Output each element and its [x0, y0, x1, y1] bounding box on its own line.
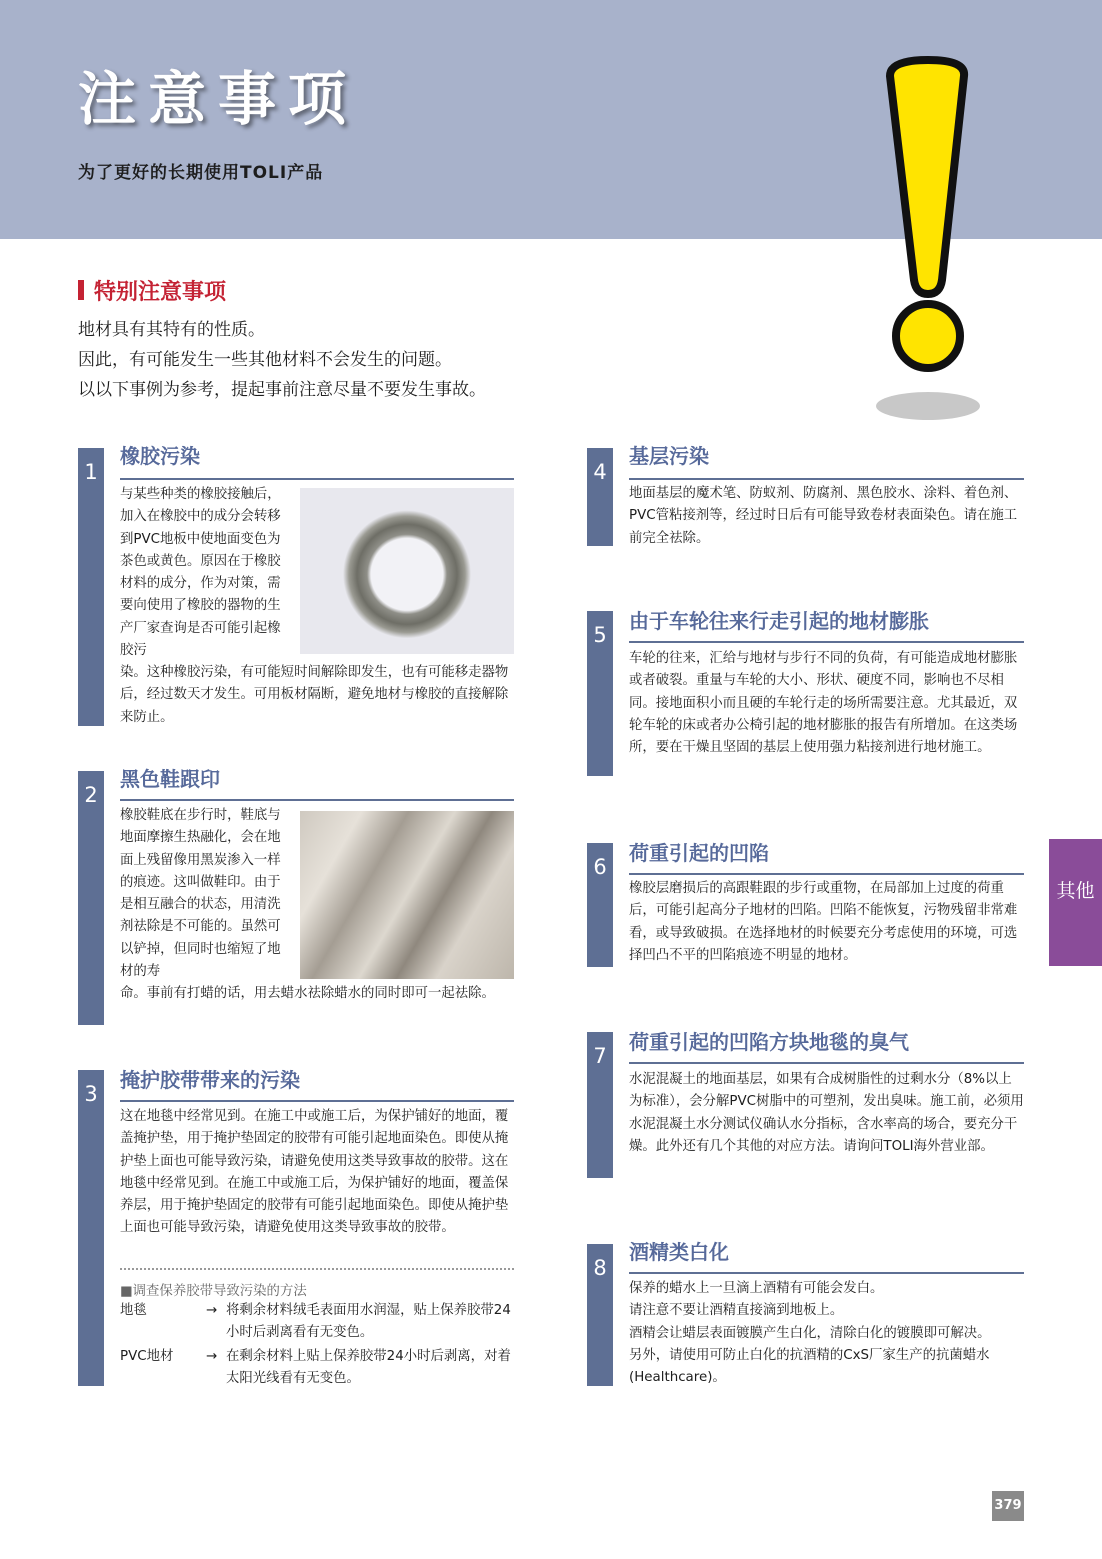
- item-text: 橡胶层磨损后的高跟鞋跟的步行或重物，在局部加上过度的荷重后，可能引起高分子地材的凹陷。凹陷不能恢复，污物残留非常难看，或导致破损。在选择地材的时候要充分考虑使用的环境，可选择凹凸不平的凹陷痕迹不明显的地材。: [629, 881, 1018, 963]
- arrow-icon: →: [206, 1349, 218, 1364]
- item-text: 橡胶鞋底在步行时，鞋底与地面摩擦生热融化，会在地面上残留像用黑炭渗入一样的痕迹。这叫做鞋印。由于是相互融合的状态，用清洗剂祛除是不可能的。虽然可以铲掉，但同时也缩短了地材的寿: [120, 808, 281, 980]
- item-number: 3: [78, 1070, 104, 1386]
- arrow-icon: →: [206, 1303, 218, 1318]
- item-text: 命。事前有打蜡的话，用去蜡水祛除蜡水的同时即可一起祛除。: [120, 986, 495, 1001]
- section-bar: [78, 280, 84, 300]
- exclamation-icon: [870, 48, 990, 428]
- item-divider: [629, 873, 1024, 875]
- item-title: 掩护胶带带来的污染: [120, 1068, 300, 1092]
- item-title: 橡胶污染: [120, 444, 200, 468]
- method-label: 地毯: [120, 1303, 147, 1318]
- page-title: 注意事项: [78, 65, 359, 133]
- item-masking-tape-stain: [78, 1064, 514, 1386]
- side-tab-other[interactable]: 其他: [1049, 839, 1102, 966]
- item-divider: [120, 1100, 514, 1102]
- item-number: 8: [587, 1244, 613, 1386]
- item-divider: [629, 1272, 1024, 1274]
- method-title: ■调查保养胶带导致污染的方法: [120, 1284, 307, 1299]
- method-row: [120, 1346, 514, 1392]
- item-divider: [120, 478, 514, 480]
- rubber-stain-photo: [300, 488, 514, 654]
- item-wheel-swelling: [587, 605, 1024, 776]
- item-load-dent: [587, 837, 1024, 967]
- section-title: 特别注意事项: [94, 280, 227, 305]
- item-text: 车轮的往来，汇给与地材与步行不同的负荷，有可能造成地材膨胀或者破裂。重量与车轮的大小、形状、硬度不同，影响也不尽相同。接地面积小而且硬的车轮行走的场所需要注意。尤其最近，双轮车轮的床或者办公椅引起的地材膨胀的报告有所增加。在这类场所，要在干燥且坚固的基层上使用强力粘接剂进行地材施工。: [629, 651, 1018, 756]
- dotted-divider: [120, 1268, 514, 1270]
- item-text: 与某些种类的橡胶接触后，加入在橡胶中的成分会转移到PVC地板中使地面变色为茶色或黄色。原因在于橡胶材料的成分，作为对策，需要向使用了橡胶的器物的生产厂家查询是否可能引起橡胶污: [120, 487, 281, 659]
- item-number: 1: [78, 448, 104, 726]
- item-number: 6: [587, 843, 613, 967]
- item-title: 酒精类白化: [629, 1240, 729, 1264]
- heel-mark-photo: [300, 811, 514, 979]
- item-title: 由于车轮往来行走引起的地材膨胀: [629, 609, 929, 633]
- item-alcohol-whitening: [587, 1236, 1024, 1386]
- method-text: 在剩余材料上贴上保养胶带24小时后剥离，对着太阳光线看有无变色。: [226, 1349, 511, 1387]
- item-title: 基层污染: [629, 444, 709, 468]
- item-text: 染。这种橡胶污染，有可能短时间解除即发生，也有可能移走器物后，经过数天才发生。可用板材隔断，避免地材与橡胶的直接解除来防止。: [120, 665, 509, 725]
- method-row: [120, 1300, 514, 1346]
- item-text: 这在地毯中经常见到。在施工中或施工后，为保护铺好的地面，覆盖掩护垫，用于掩护垫固定的胶带有可能引起地面染色。即使从掩护垫上面也可能导致污染，请避免使用这类导致事故的胶带。这在地毯中经常见到。在施工中或施工后，为保护铺好的地面，覆盖保养层，用于掩护垫固定的胶带有可能引起地面染色。即使从掩护垫上面也可能导致污染，请避免使用这类导致事故的胶带。: [120, 1109, 509, 1236]
- item-title: 黑色鞋跟印: [120, 767, 220, 791]
- page-number: 379: [992, 1491, 1024, 1521]
- item-divider: [629, 1062, 1024, 1064]
- item-number: 7: [587, 1032, 613, 1178]
- item-title: 荷重引起的凹陷方块地毯的臭气: [629, 1030, 909, 1054]
- item-divider: [120, 799, 514, 801]
- item-text: 地面基层的魔术笔、防蚁剂、防腐剂、黑色胶水、涂料、着色剂、PVC管粘接剂等，经过时日后有可能导致卷材表面染色。请在施工前完全祛除。: [629, 486, 1018, 546]
- text-line: 请注意不要让酒精直接滴到地板上。: [629, 1303, 844, 1319]
- intro-line: 以以下事例为参考，提起事前注意尽量不要发生事故。: [78, 380, 486, 400]
- item-rubber-stain: [78, 440, 514, 726]
- intro-line: 地材具有其特有的性质。: [78, 320, 265, 340]
- item-divider: [629, 641, 1024, 643]
- method-text: 将剩余材料绒毛表面用水润湿，贴上保养胶带24小时后剥离看有无变色。: [226, 1303, 511, 1341]
- text-line: 保养的蜡水上一旦滴上酒精有可能会发白。: [629, 1281, 884, 1296]
- intro-text: [78, 315, 638, 405]
- page-subtitle: 为了更好的长期使用TOLI产品: [78, 163, 324, 183]
- item-number: 5: [587, 611, 613, 776]
- item-title: 荷重引起的凹陷: [629, 841, 769, 865]
- intro-line: 因此，有可能发生一些其他材料不会发生的问题。: [78, 350, 452, 370]
- item-text: [629, 1278, 1024, 1389]
- item-divider: [629, 478, 1024, 480]
- text-line: 酒精会让蜡层表面镀膜产生白化，清除白化的镀膜即可解决。: [629, 1325, 991, 1341]
- item-number: 2: [78, 771, 104, 1025]
- method-label: PVC地材: [120, 1349, 174, 1364]
- item-substrate-stain: [587, 440, 1024, 546]
- item-text: 水泥混凝土的地面基层，如果有合成树脂性的过剩水分（8%以上为标准），会分解PVC树脂中的可塑剂，发出臭味。施工前，必须用水泥混凝土水分测试仪确认水分指标，含水率高的场合，要充分干燥。此外还有几个其他的对应方法。请询问TOLI海外营业部。: [629, 1072, 1024, 1154]
- item-carpet-odor: [587, 1026, 1024, 1178]
- item-number: 4: [587, 448, 613, 546]
- text-line: 另外，请使用可防止白化的抗酒精的CxS厂家生产的抗菌蜡水(Healthcare)。: [629, 1347, 990, 1386]
- item-black-heel-mark: [78, 763, 514, 1025]
